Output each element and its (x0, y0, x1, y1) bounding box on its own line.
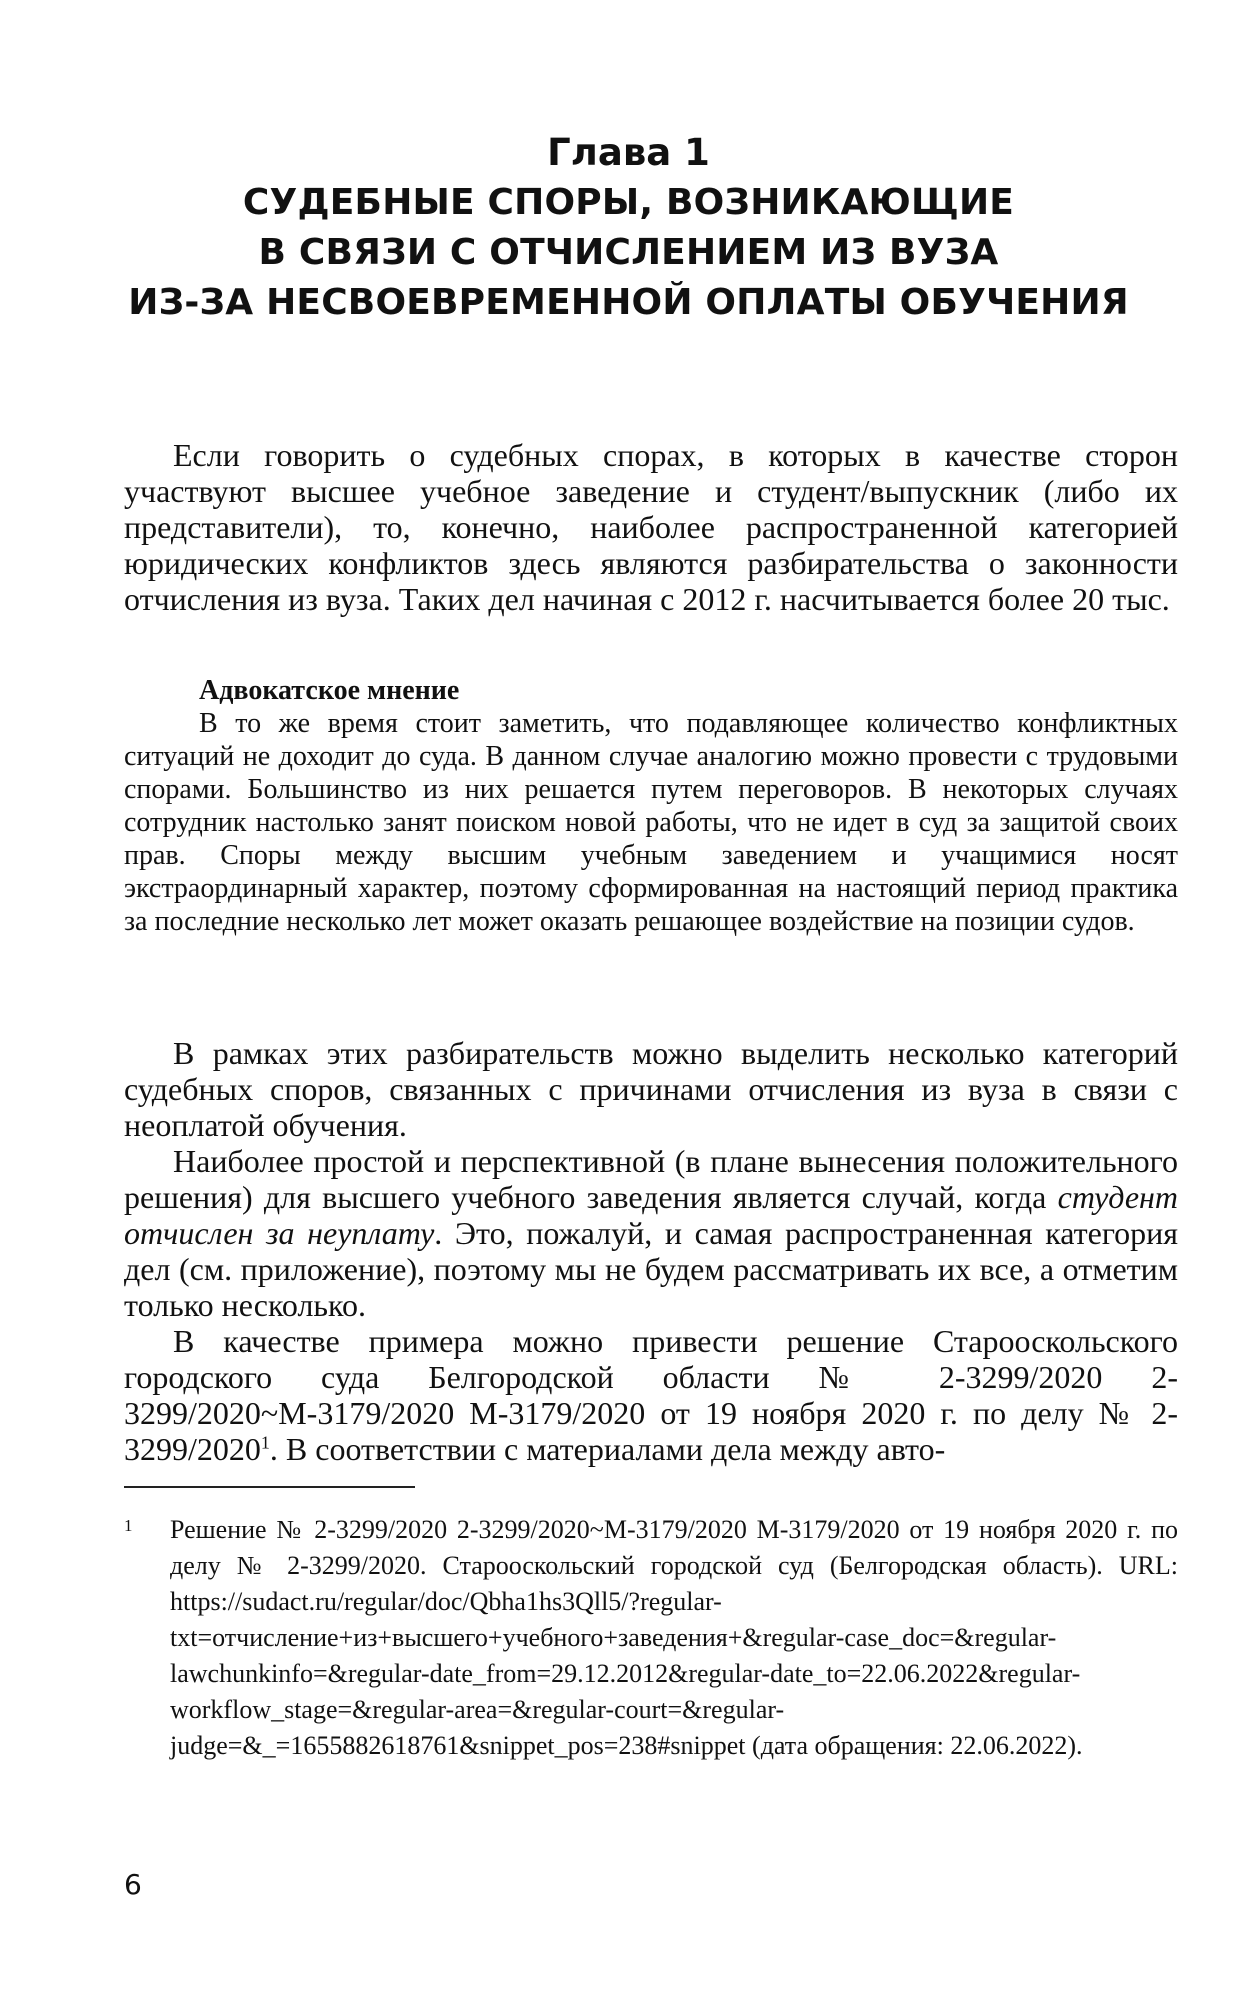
paragraph-simple-case-after: . Это, пожалуй, и самая распространенная категория дел (см. приложение), поэтому мы не будем рассматривать их все, а отметим только несколько. (124, 1215, 1179, 1323)
footnote-separator (124, 1486, 415, 1488)
chapter-heading (0, 128, 1257, 328)
page-number: 6 (124, 1868, 142, 1901)
paragraph-example (124, 1323, 1178, 1467)
paragraph-simple-case (124, 1143, 1178, 1323)
footnote-reference[interactable]: 1 (260, 1432, 270, 1453)
intro-section (124, 437, 1178, 617)
advocate-opinion-heading: Адвокатское мнение (199, 675, 460, 706)
emphasis-student-expelled: студент отчислен за неуплату (124, 1179, 1178, 1251)
main-section (124, 1035, 1178, 1467)
intro-paragraph: Если говорить о судебных спорах, в которых в качестве сторон участвуют высшее учебное заведение и студент/выпускник (либо их представители), то, конечно, наиболее распространенной категорией юридических конфликтов здесь являются разбирательства о законности отчисления из вуза. Таких дел начиная с 2012 г. насчитывается более 20 тыс. (124, 437, 1178, 617)
paragraph-example-after: . В соответствии с материалами дела между авто- (269, 1431, 946, 1467)
footnote-text: Решение № 2-3299/2020 2-3299/2020~М-3179/2020 М-3179/2020 от 19 ноября 2020 г. по делу № 2-3299/2020. Старооскольский городской суд (Белгородская область). URL: https://sudact.ru/regular/doc/Qbha1hs3Qll5/?regular-txt=отчисление+из+высшего+учебного+заведения+&regular-case_doc=&regular-lawchunkinfo=&regular-date_from=29.12.2012&regular-date_to=22.06.2022&regular-workflow_stage=&regular-area=&regular-court=&regular-judge=&_=1655882618761&snippet_pos=238#snippet (дата обращения: 22.06.2022). (170, 1515, 1178, 1760)
chapter-title-line-3: ИЗ-ЗА НЕСВОЕВРЕМЕННОЙ ОПЛАТЫ ОБУЧЕНИЯ (128, 282, 1129, 323)
paragraph-simple-case-before: Наиболее простой и перспективной (в плане вынесения положительного решения) для высшего учебного заведения является случай, когда (124, 1143, 1178, 1215)
advocate-opinion-text: В то же время стоит заметить, что подавляющее количество конфликтных ситуаций не доходит до суда. В данном случае аналогию можно провести с трудовыми спорами. Большинство из них решается путем переговоров. В некоторых случаях сотрудник настолько занят поиском новой работы, что не идет в суд за защитой своих прав. Споры между высшим учебным заведением и учащимися носят экстраординарный характер, поэтому сформированная на настоящий период практика за последние несколько лет может оказать решающее воздействие на позиции судов. (124, 708, 1178, 937)
footnote (124, 1512, 1178, 1764)
chapter-title-line-1: СУДЕБНЫЕ СПОРЫ, ВОЗНИКАЮЩИЕ (242, 182, 1015, 223)
paragraph-example-before: В качестве примера можно привести решение Старооскольского городского суда Белгородской области № 2-3299/2020 2-3299/2020~М-3179/2020 М-3179/2020 от 19 ноября 2020 г. по делу № 2-3299/2020 (124, 1323, 1178, 1467)
footnote-mark: 1 (124, 1516, 133, 1535)
advocate-opinion-block (124, 674, 1178, 938)
paragraph-categories: В рамках этих разбирательств можно выделить несколько категорий судебных споров, связанных с причинами отчисления из вуза в связи с неоплатой обучения. (124, 1035, 1178, 1143)
chapter-title-line-2: В СВЯЗИ С ОТЧИСЛЕНИЕМ ИЗ ВУЗА (258, 232, 999, 273)
chapter-number: Глава 1 (547, 131, 710, 174)
